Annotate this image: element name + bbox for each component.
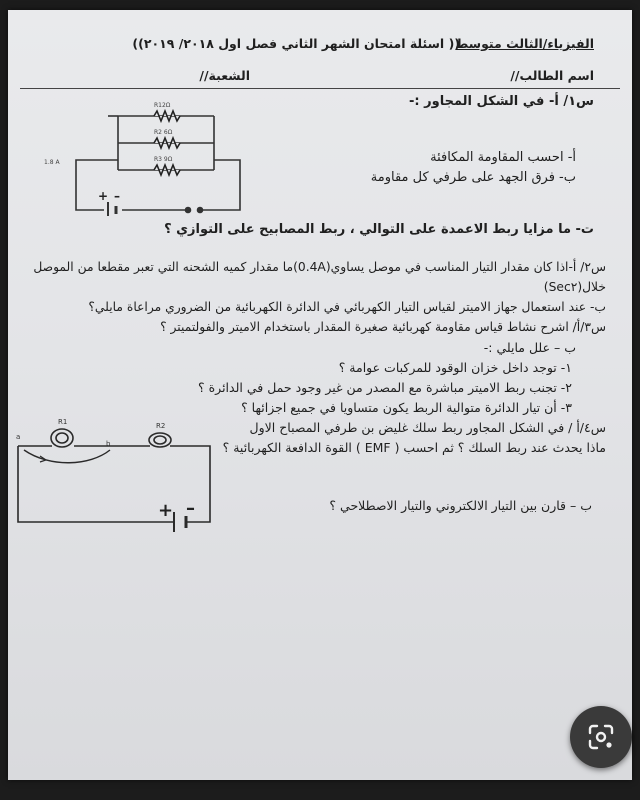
q3-part-b: ب – علل مايلي :- [483,340,576,355]
q3-item-2: ٢- تجنب ربط الاميتر مباشرة مع المصدر من غير وجود حمل في الدائرة ؟ [198,380,572,395]
q3-item-3: ٣- أن تيار الدائرة متوالية الربط يكون متساويا في جميع اجزائها ؟ [241,400,572,415]
circuit2-point-a: a [16,433,21,441]
circuit2-point-b: b [106,440,111,448]
parallel-circuit-diagram [38,96,268,216]
battery-minus: – [186,498,195,519]
battery-plus: + [158,500,174,521]
student-name-label: اسم الطالب// [510,68,594,83]
exam-title: (( اسئلة امتحان الشهر الثاني فصل اول ٢٠١٨/ ٢٠١٩)) [132,36,460,51]
q3-part-a: س٣/أ/ اشرح نشاط قياس مقاومة كهربائية صغيرة المقدار باستخدام الاميتر والفولتميتر ؟ [160,320,606,334]
q4-part-a-line1: س٤/أ / في الشكل المجاور ربط سلك غليض بن طرفي المصباح الاول [249,420,606,435]
circuit1-r2-label: R2 6Ω [154,129,173,136]
series-lamps-circuit-diagram [10,406,220,536]
battery-minus: – [114,189,120,203]
exam-paper [8,10,632,780]
q3-item-1: ١- توجد داخل خزان الوقود للمركبات عوامة ؟ [338,360,572,375]
subject-label: الفيزياء/الثالث متوسط [455,36,594,51]
q4-part-a-line2: ماذا يحدث عند ربط السلك ؟ ثم احسب ( EMF ) القوة الدافعة الكهربائية ؟ [222,440,606,455]
q1-title: س١/ أ- في الشكل المجاور :- [409,94,594,109]
q2-part-b: ب- عند استعمال جهاز الاميتر لقياس التيار الكهربائي في الدائرة الكهربائية من الضروري مراعاة مايلي؟ [88,300,606,314]
circuit1-r1-label: R12Ω [154,102,171,109]
q2-line1: س٢/ أ-اذا كان مقدار التيار المناسب في موصل يساوي(0.4A)ما مقدار كميه الشحنه التي تعبر مقطعا من الموصل [33,260,606,274]
battery-plus: + [98,189,109,203]
circuit1-current-label: 1.8 A [44,159,60,166]
q1-part-c: ت- ما مزايا ربط الاعمدة على التوالي ، ربط المصابيح على التوازي ؟ [164,222,594,237]
header-divider [20,88,620,89]
circuit2-lamp1-label: R1 [58,418,68,426]
lens-search-icon [586,722,616,752]
q1-part-a: أ- احسب المقاومة المكافئة [430,150,576,165]
circuit2-lamp2-label: R2 [156,422,166,430]
circuit1-r3-label: R3 9Ω [154,156,173,163]
q4-part-b: ب – قارن بين التيار الالكتروني والتيار الاصطلاحي ؟ [329,498,592,513]
q1-part-b: ب- فرق الجهد على طرفي كل مقاومة [370,170,576,185]
section-label: الشعبة// [199,68,250,83]
lens-search-button[interactable] [570,706,632,768]
q2-line2: خلال(Sec٢) [543,280,606,294]
